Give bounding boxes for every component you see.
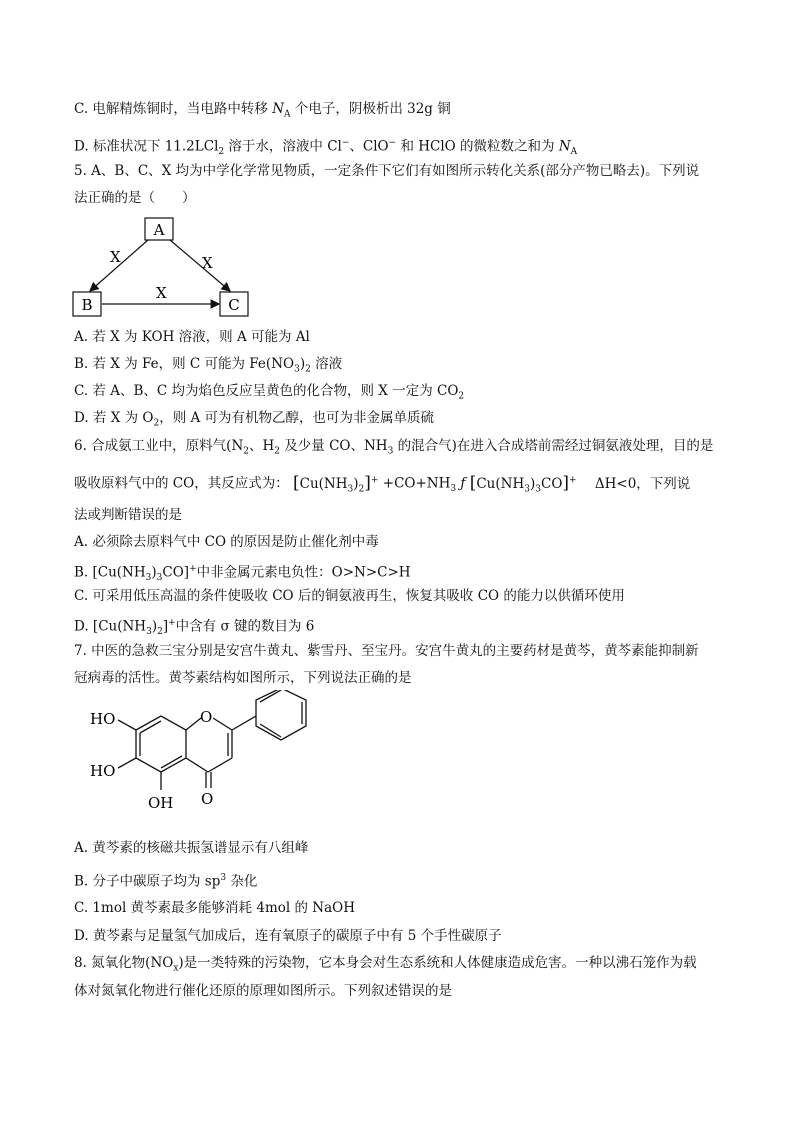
ring-oxygen-label: O bbox=[200, 708, 213, 726]
q8-stem-line2: 体对氮氧化物进行催化还原的原理如图所示。下列叙述错误的是 bbox=[74, 983, 452, 999]
keto-oxygen-label: O bbox=[201, 790, 214, 808]
q7-stem-line2: 冠病毒的活性。黄芩素结构如图所示，下列说法正确的是 bbox=[74, 670, 412, 686]
complex-2: $[Cu(NH_3)_3CO]^+$ bbox=[469, 472, 577, 495]
baicalein-structure bbox=[86, 690, 316, 825]
edge-ab-label: X bbox=[110, 248, 121, 266]
equilibrium-arrow: ƒ bbox=[460, 475, 466, 492]
complex-1: $[Cu(NH_3)_2]^+$ bbox=[293, 472, 379, 495]
q7-option-d: D. 黄芩素与足量氢气加成后，连有氧原子的碳原子中有 5 个手性碳原子 bbox=[74, 928, 502, 944]
q6-option-c: C. 可采用低压高温的条件使吸收 CO 后的铜氨液再生，恢复其吸收 CO 的能力以供循环使用 bbox=[74, 588, 625, 604]
arrow-a-to-c bbox=[170, 240, 230, 291]
q6-option-a: A. 必须除去原料气中 CO 的原因是防止催化剂中毒 bbox=[74, 534, 379, 550]
node-b-label: B bbox=[81, 296, 93, 314]
prev-option-d: D. 标准状况下 11.2LCl$_2$ 溶于水，溶液中 Cl−、ClO− 和 HClO 的微粒数之和为 $N_A$ bbox=[74, 138, 578, 158]
q6-option-d: D. $[Cu(NH_3)_2]^+$中含有 σ 键的数目为 6 bbox=[74, 618, 315, 638]
q7-option-a: A. 黄芩素的核磁共振氢谱显示有八组峰 bbox=[74, 840, 309, 856]
prev-option-c: C. 电解精炼铜时，当电路中转移 $N_A$ 个电子，阴极析出 32g 铜 bbox=[74, 101, 451, 120]
node-c-label: C bbox=[228, 296, 240, 314]
q6-stem-line3: 法或判断错误的是 bbox=[74, 507, 182, 523]
q5-stem-line1: 5. A、B、C、X 均为中学化学常见物质，一定条件下它们有如图所示转化关系(部分产物已略去)。下列说 bbox=[74, 163, 700, 179]
conversion-diagram bbox=[68, 212, 258, 322]
q6-stem-line1: 6. 合成氨工业中，原料气($N_2$、$H_2$ 及少量 CO、$NH_3$ 的混合气)在进入合成塔前需经过铜氨液处理，目的是 bbox=[74, 438, 714, 457]
q7-option-c: C. 1mol 黄芩素最多能够消耗 4mol 的 NaOH bbox=[74, 900, 355, 916]
q7-option-b: B. 分子中碳原子均为 $sp^3$ 杂化 bbox=[74, 873, 258, 890]
q7-stem-line1: 7. 中医的急救三宝分别是安宫牛黄丸、紫雪丹、至宝丹。安宫牛黄丸的主要药材是黄芩，黄芩素能抑制新 bbox=[74, 643, 699, 659]
q5-option-a: A. 若 X 为 KOH 溶液，则 A 可能为 Al bbox=[74, 329, 310, 345]
q5-stem-line2: 法正确的是（ ） bbox=[74, 190, 196, 206]
q6-stem-line2: 吸收原料气中的 CO，其反应式为： $[Cu(NH_3)_2]^+ +CO+NH_3$ ƒ $[Cu(NH_3)_3CO]^+$ ΔH<0，下列说 bbox=[74, 472, 691, 495]
edge-ac-label: X bbox=[202, 254, 213, 272]
hydroxyl-label-1: HO bbox=[90, 710, 116, 728]
q8-stem-line1: 8. 氮氧化物$(NO_x)$是一类特殊的污染物，它本身会对生态系统和人体健康造成危害。一种以沸石笼作为载 bbox=[74, 955, 697, 974]
q5-option-c: C. 若 A、B、C 均为焰色反应呈黄色的化合物，则 X 一定为 $CO_2$ bbox=[74, 383, 465, 402]
q5-option-d: D. 若 X 为 $O_2$，则 A 可为有机物乙醇，也可为非金属单质硫 bbox=[74, 410, 435, 429]
hydroxyl-label-3: OH bbox=[148, 794, 174, 812]
hydroxyl-label-2: HO bbox=[90, 762, 116, 780]
node-a-label: A bbox=[153, 221, 165, 239]
edge-bc-label: X bbox=[156, 284, 167, 302]
q6-option-b: B. $[Cu(NH_3)_3CO]^+$中非金属元素电负性：O>N>C>H bbox=[74, 564, 411, 584]
q5-option-b: B. 若 X 为 Fe，则 C 可能为 $Fe(NO_3)_2$ 溶液 bbox=[74, 356, 343, 375]
